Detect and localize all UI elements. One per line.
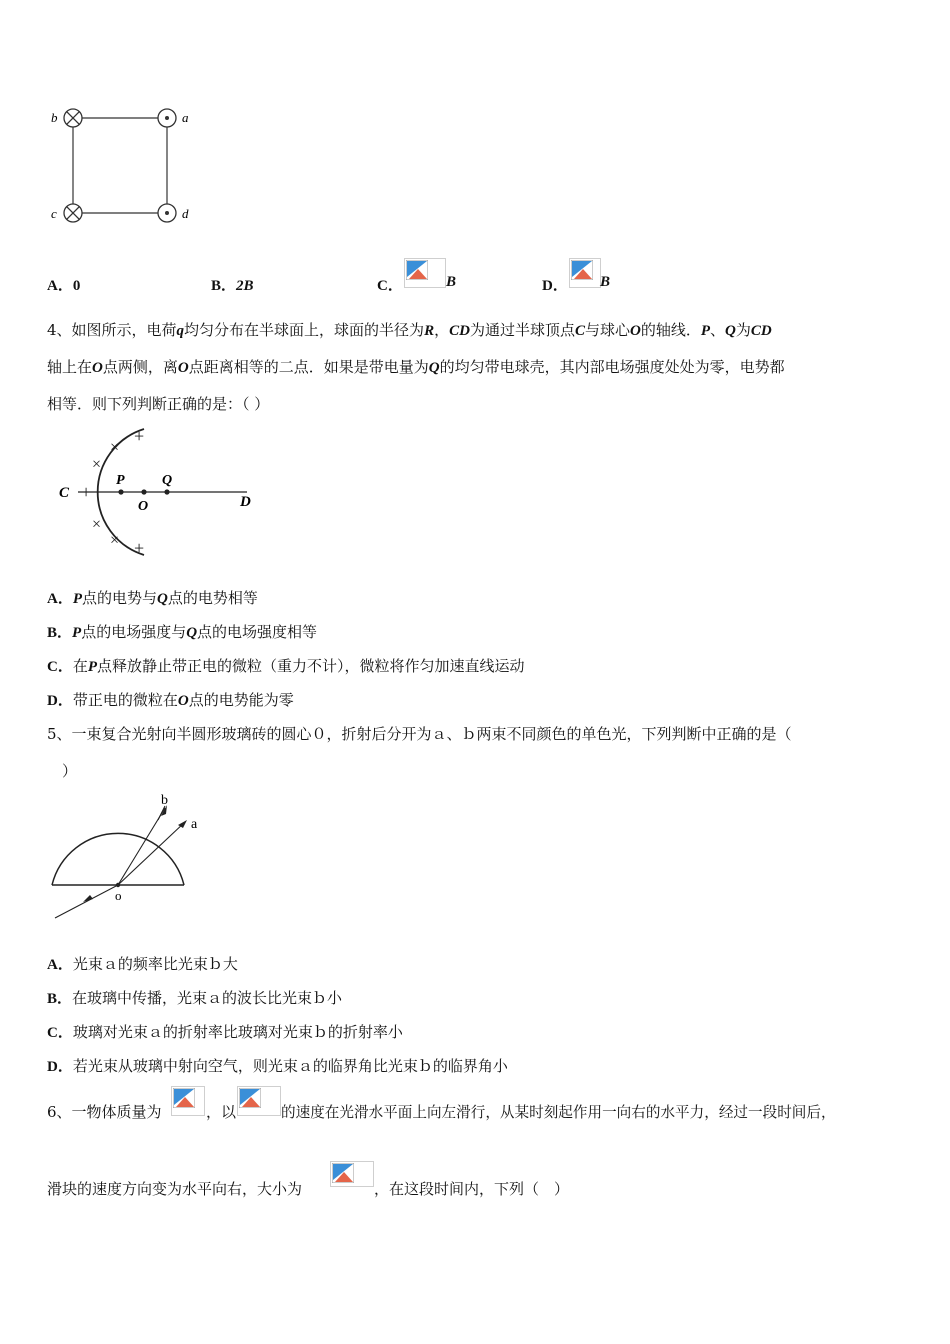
text-fragment: 点的电势能为零 <box>188 691 294 709</box>
broken-image-icon <box>404 258 446 288</box>
q5-stem-line2: ） <box>62 762 78 780</box>
q3-option-b: B．2B <box>211 278 254 294</box>
text-fragment: CD <box>750 323 772 339</box>
text-fragment: 均匀分布在半球面上，球面的半径为 <box>184 321 425 339</box>
svg-text:+: + <box>134 538 145 558</box>
q5-option-c <box>47 1022 403 1043</box>
broken-image-icon <box>569 258 601 288</box>
svg-text:+: + <box>81 482 92 502</box>
text-fragment: 玻璃对光束ａ的折射率比玻璃对光束ｂ的折射率小 <box>72 1023 403 1041</box>
text-fragment: Q <box>186 625 198 641</box>
q4-stem-line1 <box>47 320 772 341</box>
text-fragment: Q <box>428 360 440 376</box>
label-d: d <box>182 206 189 221</box>
text-fragment: 点的电场强度相等 <box>197 623 318 641</box>
square-currents-figure <box>45 100 205 235</box>
q4-option-c <box>47 656 525 677</box>
broken-image-icon <box>237 1086 281 1116</box>
text-fragment: 若光束从玻璃中射向空气，则光束ａ的临界角比光束ｂ的临界角小 <box>72 1057 508 1075</box>
text-fragment: 点距离相等的二点．如果是带电量为 <box>188 358 429 376</box>
current-out-of-page-icon <box>158 204 176 222</box>
text-fragment: CD <box>449 323 470 339</box>
label-C: C <box>59 485 70 501</box>
text-fragment: D． <box>47 693 73 709</box>
svg-text:×: × <box>92 456 102 473</box>
q4-stem-line2 <box>47 357 785 378</box>
label-c: c <box>51 206 57 221</box>
text-fragment: R <box>424 323 435 339</box>
text-fragment: 点的电势与 <box>82 589 158 607</box>
text-fragment: 点的电场强度与 <box>81 623 187 641</box>
q3-option-d: D． <box>542 278 568 294</box>
current-out-of-page-icon <box>158 109 176 127</box>
text-fragment: q <box>176 323 185 339</box>
text-fragment: C <box>574 323 585 339</box>
semicircle-glass-figure <box>45 792 220 924</box>
q4-option-b <box>47 622 317 643</box>
label-Q: Q <box>162 473 173 488</box>
text-fragment: ， <box>434 321 450 339</box>
q6-line1-part1: 6、一物体质量为 <box>47 1103 162 1121</box>
text-fragment: 在 <box>72 657 88 675</box>
q3-option-a: A．0 <box>47 278 81 294</box>
hemisphere-figure <box>52 422 267 562</box>
q5-option-d <box>47 1056 508 1077</box>
text-fragment: O <box>629 323 641 339</box>
text-fragment: 点两侧，离 <box>102 358 178 376</box>
text-fragment: Q <box>157 591 168 607</box>
text-fragment: P <box>87 659 98 675</box>
q6-line2-part1: 滑块的速度方向变为水平向右，大小为 <box>47 1180 303 1198</box>
broken-image-icon <box>330 1161 374 1187</box>
text-fragment: 轴上在 <box>47 358 93 376</box>
text-fragment: A． <box>47 591 73 607</box>
svg-text:×: × <box>110 532 120 549</box>
svg-text:×: × <box>92 516 102 533</box>
text-fragment: 为 <box>735 321 751 339</box>
text-fragment: O <box>177 693 189 709</box>
svg-text:×: × <box>110 439 120 456</box>
label-O: O <box>138 499 149 514</box>
q3-option-d-text: B <box>600 274 611 290</box>
q6-line2-part2: ，在这段时间内，下列（ ） <box>374 1180 570 1198</box>
svg-text:+: + <box>134 426 145 446</box>
q3-option-c: C． <box>377 278 403 294</box>
current-into-page-icon <box>64 109 82 127</box>
text-fragment: 、 <box>710 321 726 339</box>
text-fragment: 的轴线． <box>640 321 701 339</box>
text-fragment: P <box>72 625 82 641</box>
label-b: b <box>51 110 58 125</box>
current-into-page-icon <box>64 204 82 222</box>
text-fragment: 点释放静止带正电的微粒（重力不计），微粒将作匀加速直线运动 <box>97 657 525 675</box>
q5-option-a <box>47 954 238 975</box>
q4-option-a <box>47 588 258 609</box>
q5-option-b <box>47 988 342 1009</box>
text-fragment: 在玻璃中传播，光束ａ的波长比光束ｂ小 <box>72 989 343 1007</box>
text-fragment: 光束ａ的频率比光束ｂ大 <box>72 955 238 973</box>
q4-option-d <box>47 690 294 711</box>
broken-image-icon <box>171 1086 205 1116</box>
text-fragment: O <box>177 360 189 376</box>
text-fragment: D． <box>47 1059 73 1075</box>
text-fragment: B． <box>47 625 73 641</box>
label-o: o <box>115 888 122 903</box>
text-fragment: A． <box>47 957 73 973</box>
q4-stem-line3: 相等．则下列判断正确的是：（ ） <box>47 395 270 413</box>
text-fragment: 点的电势相等 <box>167 589 258 607</box>
text-fragment: B． <box>47 991 73 1007</box>
text-fragment: C． <box>47 659 73 675</box>
text-fragment: Q <box>725 323 736 339</box>
label-P: P <box>116 473 125 488</box>
text-fragment: 的均匀带电球壳，其内部电场强度处处为零，电势都 <box>439 358 785 376</box>
text-fragment: P <box>72 591 83 607</box>
text-fragment: 带正电的微粒在 <box>72 691 178 709</box>
text-fragment: O <box>92 360 103 376</box>
q6-line1-part2: ，以 <box>206 1103 237 1121</box>
label-D: D <box>240 494 251 510</box>
label-a: a <box>182 110 189 125</box>
label-a: a <box>191 817 198 832</box>
q3-option-c-text: B <box>446 274 457 290</box>
q5-stem-line1: 5、一束复合光射向半圆形玻璃砖的圆心０，折射后分开为ａ、ｂ两束不同颜色的单色光，下列判断中正确的是（ <box>47 725 792 743</box>
q6-line1-part3: 的速度在光滑水平面上向左滑行，从某时刻起作用一向右的水平力，经过一段时间后， <box>281 1104 836 1121</box>
label-b: b <box>161 793 168 808</box>
text-fragment: 为通过半球顶点 <box>469 321 575 339</box>
text-fragment: C． <box>47 1025 73 1041</box>
text-fragment: P <box>700 323 711 339</box>
text-fragment: 与球心 <box>584 321 630 339</box>
text-fragment: 4、如图所示，电荷 <box>47 321 177 339</box>
